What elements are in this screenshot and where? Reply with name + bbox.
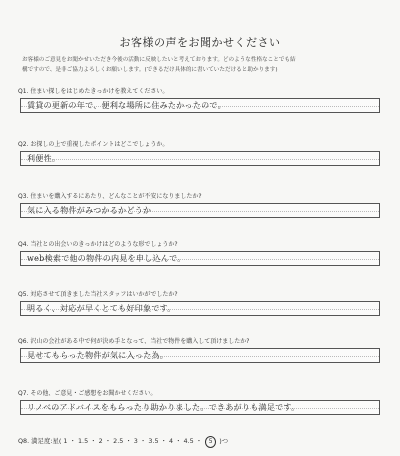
- question-label: Q7. その他、ご意見・ご感想をお聞かせください。: [18, 390, 157, 397]
- ruled-line: [21, 159, 379, 160]
- page-title: お客様の声をお聞かせください: [119, 36, 281, 49]
- answer-box: [20, 151, 380, 166]
- question-label: Q5. 対応させて頂きました当社スタッフはいかがでしたか?: [18, 291, 178, 298]
- question-label: Q6. 沢山の会社がある中で何が決め手となって、当社で物件を購入して頂けましたか?: [18, 338, 250, 345]
- satisfaction-rating: Q8. 満足度:星( 1 ・ 1.5 ・ 2 ・ 2.5 ・ 3 ・ 3.5 ・ 4 ・ 4.5 ・ 5 )つ: [18, 435, 388, 448]
- rating-option: 4: [168, 437, 174, 445]
- intro-text: [22, 55, 382, 75]
- answer-box: [20, 400, 380, 415]
- question-q1: [18, 88, 382, 113]
- answer-box: [20, 348, 380, 363]
- rating-selected: 5: [205, 436, 216, 448]
- handwritten-answer: 賃貸の更新の年で、便利な場所に住みたかったので。: [27, 101, 226, 110]
- question-label: Q1. 住まい探しをはじめたきっかけを教えてください。: [18, 88, 169, 95]
- question-label: Q4. 当社との出会いのきっかけはどのような形でしょうか?: [18, 241, 178, 248]
- question-q7: [18, 390, 382, 415]
- handwritten-answer: 明るく、対応が早くとても好印象です。: [27, 304, 176, 313]
- handwritten-answer: 利便性。: [27, 154, 61, 163]
- handwritten-answer: web検索で他の物件の内見を申し込んで。: [27, 254, 186, 263]
- rating-option: 1.5: [77, 437, 89, 445]
- rating-option: 2: [98, 437, 103, 445]
- rating-option: 1: [63, 437, 68, 445]
- handwritten-answer: 見せてもらった物件が気に入った為。: [27, 351, 169, 360]
- question-label: Q3. 住まいを購入するにあたり、どんなことが不安になりましたか?: [18, 193, 202, 200]
- rating-option: 2.5: [113, 437, 124, 445]
- rating-suffix: )つ: [219, 437, 229, 445]
- question-q6: [18, 338, 382, 363]
- rating-option: 3: [133, 437, 138, 445]
- question-q5: [18, 291, 382, 316]
- intro-line-2: 構ですので、是非ご協力よろしくお願いします。(できるだけ具体的に書いていただけると助かります): [22, 67, 278, 73]
- rating-prefix: Q8. 満足度:星(: [18, 437, 62, 445]
- handwritten-answer: 気に入る物件がみつかるかどうか: [27, 206, 152, 215]
- answer-box: [20, 98, 380, 113]
- question-q3: [18, 193, 382, 218]
- rating-option: 4.5: [183, 437, 194, 445]
- answer-box: [20, 203, 380, 218]
- question-label: Q2. お探しの上で重視したポイントはどこでしょうか。: [18, 141, 169, 148]
- answer-box: [20, 301, 380, 316]
- handwritten-answer: リノベのアドバイスをもらったり助かりました。できあがりも満足です。: [27, 403, 300, 412]
- rating-option: 3.5: [148, 437, 159, 445]
- question-q2: [18, 141, 382, 166]
- question-q4: [18, 241, 382, 266]
- answer-box: [20, 251, 380, 266]
- intro-line-1: お客様のご意見をお聞かせいただき今後の活動に反映したいと考えております。どのような性格なことでも結: [22, 57, 296, 63]
